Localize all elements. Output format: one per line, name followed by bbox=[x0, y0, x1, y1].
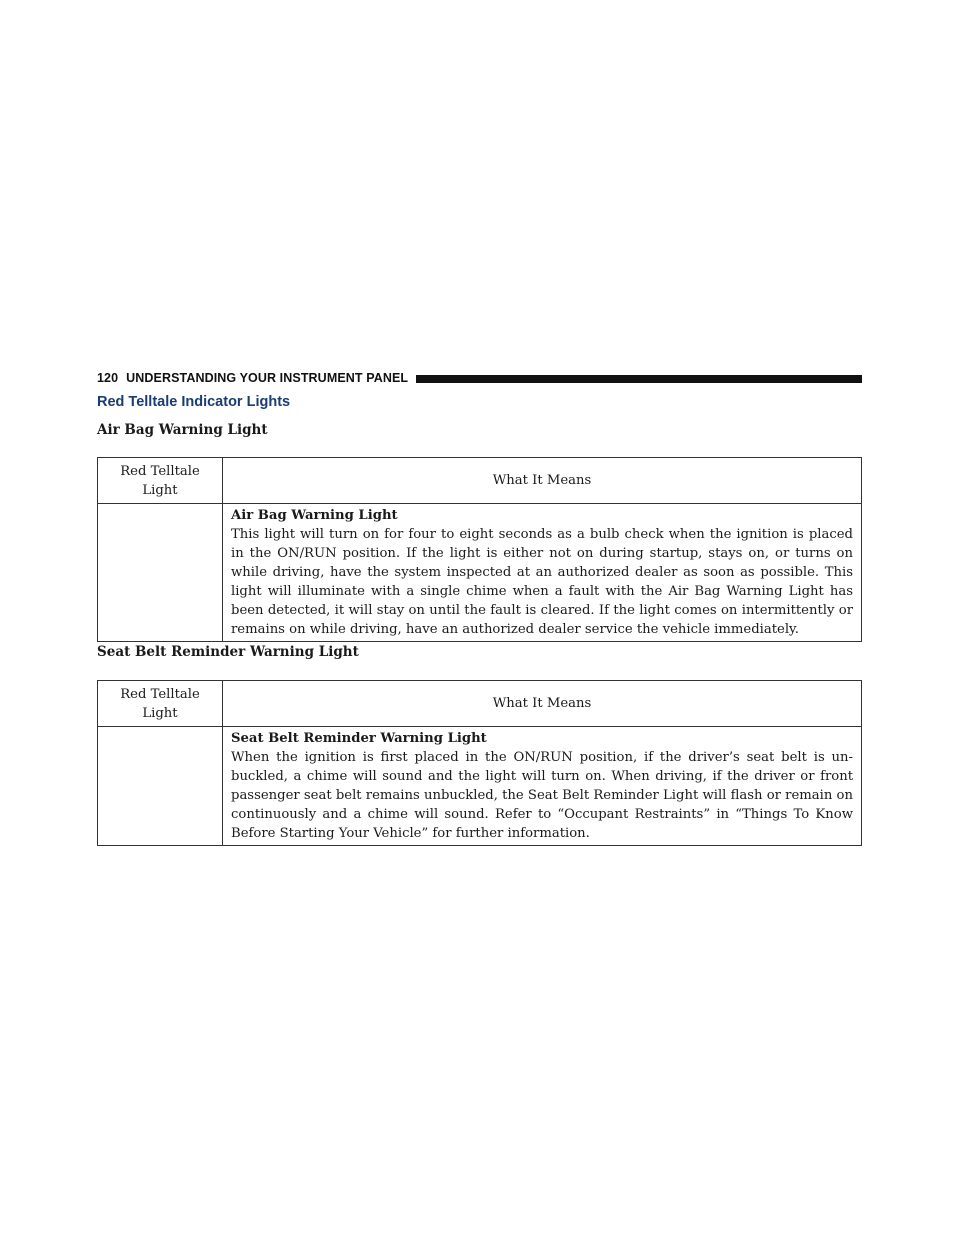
page-number: 120 bbox=[97, 371, 119, 385]
column-header-light: Red Telltale Light bbox=[98, 681, 223, 727]
seat-belt-telltale-icon-cell bbox=[98, 727, 223, 846]
header-rule bbox=[416, 375, 862, 383]
section-title: Red Telltale Indicator Lights bbox=[97, 394, 291, 410]
column-header-light: Red Telltale Light bbox=[98, 458, 223, 504]
running-header bbox=[97, 370, 862, 386]
column-header-meaning: What It Means bbox=[223, 458, 862, 504]
air-bag-table bbox=[97, 457, 862, 642]
air-bag-subhead: Air Bag Warning Light bbox=[97, 422, 268, 438]
air-bag-telltale-icon-cell bbox=[98, 504, 223, 642]
table-header-row bbox=[98, 458, 862, 504]
table-row bbox=[98, 727, 862, 846]
running-title: UNDERSTANDING YOUR INSTRUMENT PANEL bbox=[126, 371, 409, 385]
description-cell bbox=[223, 504, 862, 642]
description-cell bbox=[223, 727, 862, 846]
row-title: Air Bag Warning Light bbox=[231, 508, 398, 523]
column-header-meaning: What It Means bbox=[223, 681, 862, 727]
seat-belt-subhead: Seat Belt Reminder Warning Light bbox=[97, 644, 359, 660]
row-title: Seat Belt Reminder Warning Light bbox=[231, 731, 487, 746]
row-body: This light will turn on for four to eight seconds as a bulb check when the ignition is placed in the ON/RUN position. If the light is either not on during startup, stays on, or turns on while driving, have the system inspected at an authorized dealer as soon as possible. This light will illuminate with a single chime when a fault with the Air Bag Warning Light has been detected, it will stay on until the fault is cleared. If the light comes on intermittently or remains on while driving, have an authorized dealer service the vehicle immediately. bbox=[231, 527, 853, 637]
row-body: When the ignition is first placed in the ON/RUN position, if the driver’s seat belt is un-buckled, a chime will sound and the light will turn on. When driving, if the driver or front passenger seat belt remains unbuckled, the Seat Belt Reminder Light will flash or remain on continuously and a chime will sound. Refer to “Occupant Restraints” in “Things To Know Before Starting Your Vehicle” for further information. bbox=[231, 750, 853, 841]
table-header-row bbox=[98, 681, 862, 727]
seat-belt-table bbox=[97, 680, 862, 846]
table-row bbox=[98, 504, 862, 642]
